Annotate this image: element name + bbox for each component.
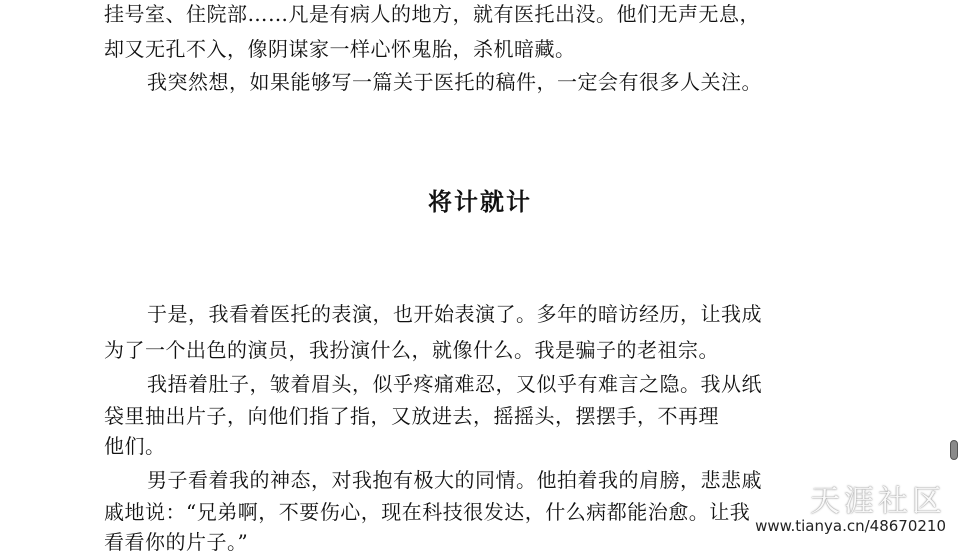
text-line: 我捂着肚子，皱着眉头，似乎疼痛难忍，又似乎有难言之隐。我从纸 (147, 372, 762, 396)
text-line: 戚地说：“兄弟啊，不要伤心，现在科技很发达，什么病都能治愈。让我 (104, 500, 751, 524)
text-line: 为了一个出色的演员，我扮演什么，就像什么。我是骗子的老祖宗。 (104, 338, 719, 362)
watermark-url: www.tianya.cn/48670210 (755, 517, 946, 535)
text-line: 于是，我看着医托的表演，也开始表演了。多年的暗访经历，让我成 (147, 302, 762, 326)
section-title: 将计就计 (428, 188, 532, 216)
watermark-title: 天涯社区 (810, 484, 946, 519)
text-line: 我突然想，如果能够写一篇关于医托的稿件，一定会有很多人关注。 (147, 70, 762, 94)
text-line: 他们。 (104, 434, 166, 458)
text-line: 看看你的片子。” (104, 530, 249, 554)
site-watermark (755, 486, 946, 534)
text-line: 袋里抽出片子，向他们指了指，又放进去，摇摇头，摆摆手，不再理 (104, 404, 719, 428)
text-line: 却又无孔不入，像阴谋家一样心怀鬼胎，杀机暗藏。 (104, 37, 576, 61)
scrollbar-handle[interactable] (950, 440, 958, 460)
text-line: 挂号室、住院部……凡是有病人的地方，就有医托出没。他们无声无息， (104, 2, 760, 26)
text-line: 男子看着我的神态，对我抱有极大的同情。他拍着我的肩膀，悲悲戚 (147, 468, 762, 492)
